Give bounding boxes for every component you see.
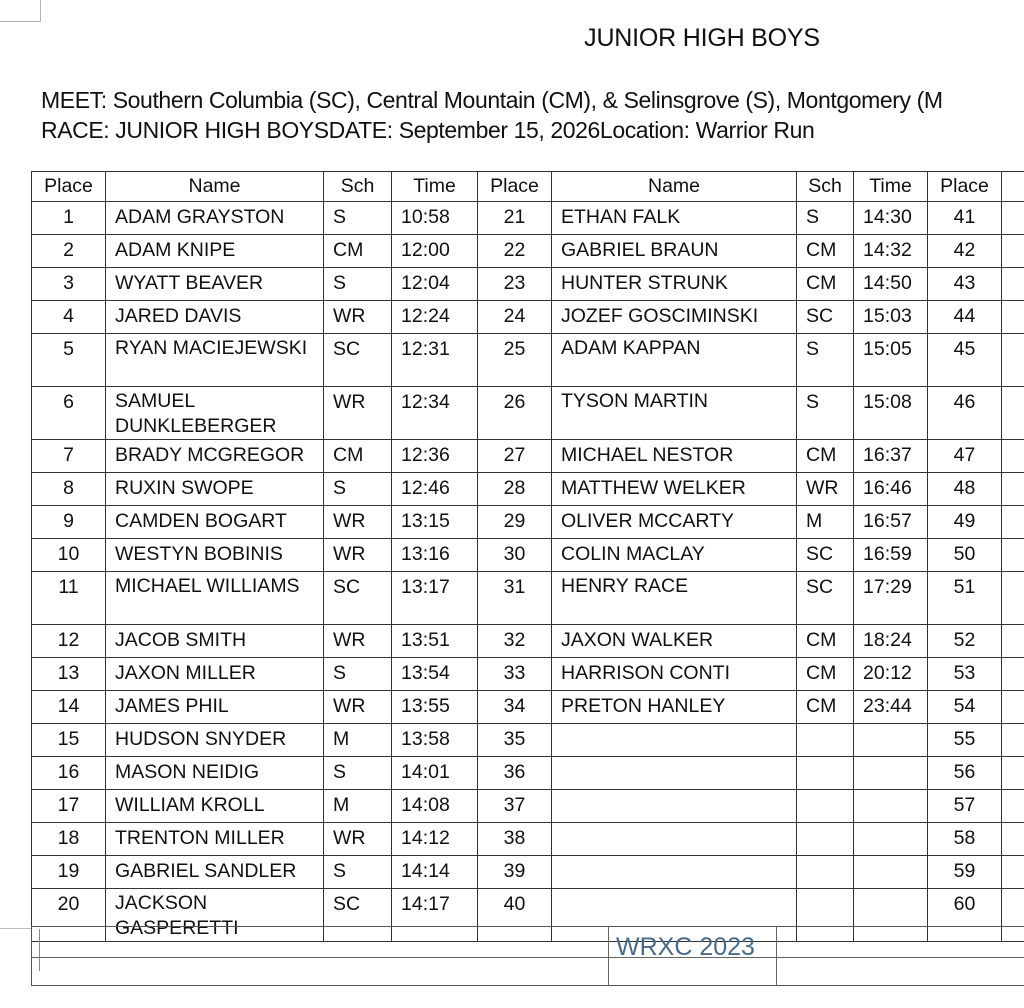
extra-cell (1002, 856, 1024, 889)
time-1-cell: 10:58 (392, 202, 478, 235)
header-place-3: Place (928, 172, 1002, 202)
place-1-cell: 19 (32, 856, 106, 889)
school-1-cell: S (324, 202, 392, 235)
name-1-cell: WILLIAM KROLL (106, 790, 324, 823)
school-1-cell: M (324, 790, 392, 823)
extra-cell (1002, 506, 1024, 539)
place-3-cell: 44 (928, 301, 1002, 334)
place-2-cell: 40 (478, 889, 552, 942)
place-3-cell: 46 (928, 387, 1002, 440)
name-2-cell (552, 724, 797, 757)
place-2-cell: 30 (478, 539, 552, 572)
name-2-cell (552, 790, 797, 823)
place-1-cell: 11 (32, 572, 106, 625)
place-1-cell: 16 (32, 757, 106, 790)
name-2-cell (552, 757, 797, 790)
name-1-cell: ADAM GRAYSTON (106, 202, 324, 235)
place-1-cell: 4 (32, 301, 106, 334)
name-2-cell: JOZEF GOSCIMINSKI (552, 301, 797, 334)
time-2-cell: 20:12 (854, 658, 928, 691)
place-2-cell: 21 (478, 202, 552, 235)
time-2-cell: 14:30 (854, 202, 928, 235)
place-2-cell: 33 (478, 658, 552, 691)
name-2-cell: COLIN MACLAY (552, 539, 797, 572)
school-2-cell (797, 856, 854, 889)
school-1-cell: CM (324, 235, 392, 268)
table-row (32, 202, 1024, 235)
name-2-cell (552, 823, 797, 856)
time-2-cell: 23:44 (854, 691, 928, 724)
extra-cell (1002, 658, 1024, 691)
race-line: RACE: JUNIOR HIGH BOYSDATE: September 15, 2026Location: Warrior Run (41, 117, 815, 143)
place-1-cell: 1 (32, 202, 106, 235)
school-1-cell: WR (324, 823, 392, 856)
name-1-cell: RUXIN SWOPE (106, 473, 324, 506)
school-2-cell: SC (797, 301, 854, 334)
time-1-cell: 13:55 (392, 691, 478, 724)
place-2-cell: 29 (478, 506, 552, 539)
time-2-cell: 16:57 (854, 506, 928, 539)
place-2-cell: 22 (478, 235, 552, 268)
header-sch-1: Sch (324, 172, 392, 202)
place-3-cell: 51 (928, 572, 1002, 625)
place-3-cell: 47 (928, 440, 1002, 473)
extra-cell (1002, 823, 1024, 856)
table-row (32, 757, 1024, 790)
time-1-cell: 14:12 (392, 823, 478, 856)
place-1-cell: 10 (32, 539, 106, 572)
name-1-cell: JARED DAVIS (106, 301, 324, 334)
table-row (32, 539, 1024, 572)
name-2-cell: PRETON HANLEY (552, 691, 797, 724)
place-1-cell: 13 (32, 658, 106, 691)
place-3-cell: 57 (928, 790, 1002, 823)
header-row (32, 172, 1024, 202)
place-3-cell: 45 (928, 334, 1002, 387)
place-3-cell: 49 (928, 506, 1002, 539)
page-corner-mark-h (0, 21, 40, 22)
extra-cell (1002, 572, 1024, 625)
name-1-cell: JAXON MILLER (106, 658, 324, 691)
extra-cell (1002, 268, 1024, 301)
school-1-cell: WR (324, 539, 392, 572)
name-2-cell: MATTHEW WELKER (552, 473, 797, 506)
school-2-cell: SC (797, 572, 854, 625)
place-2-cell: 39 (478, 856, 552, 889)
place-1-cell: 5 (32, 334, 106, 387)
table-row (32, 625, 1024, 658)
header-place-2: Place (478, 172, 552, 202)
place-2-cell: 24 (478, 301, 552, 334)
extra-cell (1002, 539, 1024, 572)
table-row (32, 268, 1024, 301)
name-1-cell: SAMUEL DUNKLEBERGER (106, 387, 324, 440)
place-1-cell: 15 (32, 724, 106, 757)
school-1-cell: S (324, 268, 392, 301)
name-1-cell: MICHAEL WILLIAMS (106, 572, 324, 625)
name-1-cell: TRENTON MILLER (106, 823, 324, 856)
school-2-cell: S (797, 202, 854, 235)
name-1-cell: WESTYN BOBINIS (106, 539, 324, 572)
meet-line: MEET: Southern Columbia (SC), Central Mountain (CM), & Selinsgrove (S), Montgomery (M (41, 87, 943, 113)
name-2-cell: GABRIEL BRAUN (552, 235, 797, 268)
footer-divider (39, 929, 40, 971)
table-row (32, 387, 1024, 440)
name-1-cell: HUDSON SNYDER (106, 724, 324, 757)
extra-cell (1002, 473, 1024, 506)
school-2-cell: WR (797, 473, 854, 506)
place-3-cell: 60 (928, 889, 1002, 942)
time-1-cell: 13:15 (392, 506, 478, 539)
place-3-cell: 56 (928, 757, 1002, 790)
name-1-cell: WYATT BEAVER (106, 268, 324, 301)
school-1-cell: SC (324, 334, 392, 387)
extra-cell (1002, 625, 1024, 658)
school-2-cell (797, 790, 854, 823)
time-1-cell: 14:08 (392, 790, 478, 823)
time-2-cell (854, 790, 928, 823)
name-1-cell: JACOB SMITH (106, 625, 324, 658)
footer-divider (608, 927, 609, 985)
name-1-cell: RYAN MACIEJEWSKI (106, 334, 324, 387)
page-title: JUNIOR HIGH BOYS (584, 24, 820, 52)
place-3-cell: 59 (928, 856, 1002, 889)
place-3-cell: 53 (928, 658, 1002, 691)
name-2-cell: MICHAEL NESTOR (552, 440, 797, 473)
place-3-cell: 41 (928, 202, 1002, 235)
name-1-cell: BRADY MCGREGOR (106, 440, 324, 473)
header-extra (1002, 172, 1024, 202)
table-row (32, 440, 1024, 473)
place-1-cell: 12 (32, 625, 106, 658)
table-row (32, 823, 1024, 856)
extra-cell (1002, 202, 1024, 235)
school-2-cell (797, 724, 854, 757)
school-2-cell: M (797, 506, 854, 539)
school-1-cell: SC (324, 572, 392, 625)
school-1-cell: WR (324, 506, 392, 539)
header-name-1: Name (106, 172, 324, 202)
time-2-cell: 16:59 (854, 539, 928, 572)
school-1-cell: WR (324, 387, 392, 440)
extra-cell (1002, 691, 1024, 724)
place-3-cell: 58 (928, 823, 1002, 856)
time-2-cell: 14:32 (854, 235, 928, 268)
school-1-cell: SC (324, 889, 392, 942)
time-1-cell: 13:58 (392, 724, 478, 757)
place-3-cell: 50 (928, 539, 1002, 572)
name-2-cell: JAXON WALKER (552, 625, 797, 658)
table-row (32, 506, 1024, 539)
table-row (32, 658, 1024, 691)
place-2-cell: 32 (478, 625, 552, 658)
school-1-cell: WR (324, 625, 392, 658)
time-1-cell: 12:24 (392, 301, 478, 334)
table-row (32, 724, 1024, 757)
header-place-1: Place (32, 172, 106, 202)
school-1-cell: S (324, 757, 392, 790)
school-2-cell: SC (797, 539, 854, 572)
time-2-cell: 16:46 (854, 473, 928, 506)
time-1-cell: 14:17 (392, 889, 478, 942)
extra-cell (1002, 387, 1024, 440)
school-2-cell: CM (797, 440, 854, 473)
extra-cell (1002, 790, 1024, 823)
table-row (32, 572, 1024, 625)
school-2-cell: S (797, 334, 854, 387)
extra-cell (1002, 440, 1024, 473)
place-3-cell: 54 (928, 691, 1002, 724)
time-1-cell: 14:14 (392, 856, 478, 889)
place-1-cell: 6 (32, 387, 106, 440)
school-2-cell: CM (797, 691, 854, 724)
name-1-cell: JACKSON GASPERETTI (106, 889, 324, 942)
place-3-cell: 48 (928, 473, 1002, 506)
time-2-cell: 15:05 (854, 334, 928, 387)
place-2-cell: 34 (478, 691, 552, 724)
place-2-cell: 35 (478, 724, 552, 757)
time-2-cell: 14:50 (854, 268, 928, 301)
footer-left-rule (0, 928, 31, 929)
name-2-cell: TYSON MARTIN (552, 387, 797, 440)
page-corner-mark-v (40, 0, 41, 22)
school-1-cell: S (324, 658, 392, 691)
time-1-cell: 12:31 (392, 334, 478, 387)
name-2-cell (552, 856, 797, 889)
footer-divider (776, 927, 777, 985)
time-2-cell: 15:03 (854, 301, 928, 334)
time-2-cell: 15:08 (854, 387, 928, 440)
school-2-cell: CM (797, 235, 854, 268)
place-2-cell: 23 (478, 268, 552, 301)
table-row (32, 790, 1024, 823)
header-time-2: Time (854, 172, 928, 202)
school-1-cell: S (324, 856, 392, 889)
place-2-cell: 38 (478, 823, 552, 856)
footer-label: WRXC 2023 (616, 933, 755, 961)
name-2-cell: ADAM KAPPAN (552, 334, 797, 387)
school-1-cell: WR (324, 301, 392, 334)
table-row (32, 856, 1024, 889)
name-1-cell: CAMDEN BOGART (106, 506, 324, 539)
school-1-cell: CM (324, 440, 392, 473)
name-2-cell: HARRISON CONTI (552, 658, 797, 691)
place-1-cell: 2 (32, 235, 106, 268)
extra-cell (1002, 724, 1024, 757)
school-1-cell: WR (324, 691, 392, 724)
school-2-cell: CM (797, 625, 854, 658)
place-1-cell: 7 (32, 440, 106, 473)
school-2-cell: CM (797, 268, 854, 301)
time-2-cell (854, 757, 928, 790)
school-1-cell: M (324, 724, 392, 757)
place-2-cell: 37 (478, 790, 552, 823)
header-sch-2: Sch (797, 172, 854, 202)
name-1-cell: MASON NEIDIG (106, 757, 324, 790)
place-2-cell: 28 (478, 473, 552, 506)
name-2-cell: OLIVER MCCARTY (552, 506, 797, 539)
footer-divider (32, 957, 1024, 958)
place-1-cell: 18 (32, 823, 106, 856)
time-1-cell: 13:17 (392, 572, 478, 625)
school-1-cell: S (324, 473, 392, 506)
extra-cell (1002, 757, 1024, 790)
time-1-cell: 14:01 (392, 757, 478, 790)
name-1-cell: ADAM KNIPE (106, 235, 324, 268)
place-3-cell: 55 (928, 724, 1002, 757)
place-1-cell: 20 (32, 889, 106, 942)
extra-cell (1002, 235, 1024, 268)
place-1-cell: 8 (32, 473, 106, 506)
time-2-cell (854, 724, 928, 757)
header-time-1: Time (392, 172, 478, 202)
time-2-cell: 16:37 (854, 440, 928, 473)
table-row (32, 235, 1024, 268)
school-2-cell: S (797, 387, 854, 440)
table-row (32, 473, 1024, 506)
time-1-cell: 12:00 (392, 235, 478, 268)
place-2-cell: 31 (478, 572, 552, 625)
time-1-cell: 12:34 (392, 387, 478, 440)
place-2-cell: 25 (478, 334, 552, 387)
place-1-cell: 3 (32, 268, 106, 301)
name-1-cell: GABRIEL SANDLER (106, 856, 324, 889)
footer-table (31, 926, 1024, 986)
time-1-cell: 13:54 (392, 658, 478, 691)
name-1-cell: JAMES PHIL (106, 691, 324, 724)
time-1-cell: 12:46 (392, 473, 478, 506)
school-2-cell: CM (797, 658, 854, 691)
place-1-cell: 17 (32, 790, 106, 823)
place-1-cell: 14 (32, 691, 106, 724)
place-1-cell: 9 (32, 506, 106, 539)
place-3-cell: 52 (928, 625, 1002, 658)
time-1-cell: 13:16 (392, 539, 478, 572)
name-2-cell: HUNTER STRUNK (552, 268, 797, 301)
time-1-cell: 12:36 (392, 440, 478, 473)
place-2-cell: 27 (478, 440, 552, 473)
table-row (32, 334, 1024, 387)
place-3-cell: 42 (928, 235, 1002, 268)
table-row (32, 301, 1024, 334)
name-2-cell: ETHAN FALK (552, 202, 797, 235)
time-1-cell: 13:51 (392, 625, 478, 658)
name-2-cell: HENRY RACE (552, 572, 797, 625)
time-1-cell: 12:04 (392, 268, 478, 301)
time-2-cell: 17:29 (854, 572, 928, 625)
place-3-cell: 43 (928, 268, 1002, 301)
place-2-cell: 36 (478, 757, 552, 790)
table-row (32, 691, 1024, 724)
school-2-cell (797, 823, 854, 856)
header-name-2: Name (552, 172, 797, 202)
time-2-cell (854, 856, 928, 889)
school-2-cell (797, 757, 854, 790)
results-table (31, 171, 1024, 942)
time-2-cell: 18:24 (854, 625, 928, 658)
extra-cell (1002, 301, 1024, 334)
time-2-cell (854, 823, 928, 856)
place-2-cell: 26 (478, 387, 552, 440)
extra-cell (1002, 334, 1024, 387)
